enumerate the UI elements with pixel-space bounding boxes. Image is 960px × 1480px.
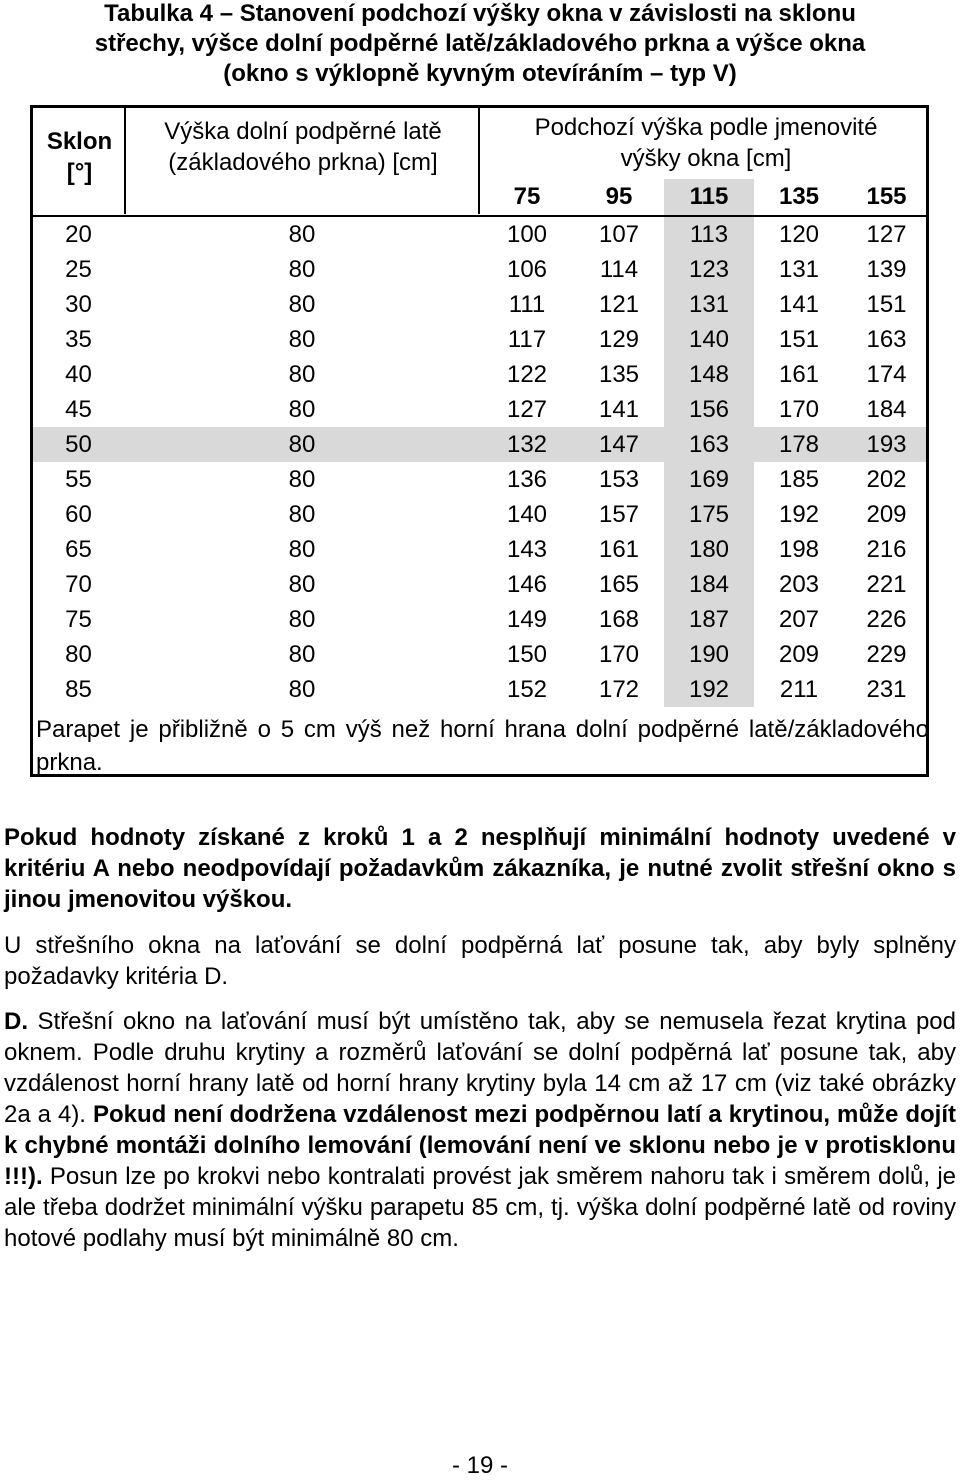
table-cell: 202 — [866, 466, 907, 493]
table-cell: 80 — [65, 641, 92, 668]
header-height-115: 115 — [664, 179, 754, 215]
table-cell: 135 — [598, 361, 640, 388]
table-cell: 178 — [778, 431, 820, 458]
table-cell: 80 — [288, 326, 316, 353]
table-cell: 172 — [598, 676, 640, 703]
table-cell: 40 — [65, 361, 92, 388]
table-cell: 120 — [778, 221, 820, 248]
table-cell: 131 — [664, 287, 754, 322]
table-cell: 190 — [664, 637, 754, 672]
table-cell: 111 — [508, 291, 546, 318]
window-height-table — [30, 105, 929, 777]
header-batten-height: Výška dolní podpěrné latě (základového prkna) [cm] — [164, 118, 442, 176]
table-cell: 226 — [866, 606, 907, 633]
table-cell: 80 — [288, 536, 316, 563]
table-cell: 163 — [688, 431, 730, 458]
table-row — [33, 252, 926, 287]
table-cell: 140 — [664, 322, 754, 357]
table-cell: 165 — [598, 571, 640, 598]
table-cell: 80 — [288, 466, 316, 493]
table-cell: 131 — [778, 256, 820, 283]
table-cell: 60 — [65, 501, 92, 528]
table-cell: 114 — [599, 256, 639, 283]
table-cell: 132 — [506, 431, 548, 458]
table-cell: 45 — [65, 396, 92, 423]
table-cell: 141 — [598, 396, 640, 423]
table-cell: 80 — [288, 501, 316, 528]
table-cell: 198 — [778, 536, 820, 563]
table-cell: 180 — [664, 532, 754, 567]
table-cell: 170 — [598, 641, 640, 668]
table-cell: 153 — [598, 466, 640, 493]
table-row — [33, 672, 926, 707]
paragraph-window-choice: Pokud hodnoty získané z kroků 1 a 2 nesplňují minimální hodnoty uvedené v kritériu A nebo neodpovídají požadavkům zákazníka, je nutné zvolit střešní okno s jinou jmenovitou výškou. — [4, 824, 956, 913]
table-row — [33, 427, 926, 462]
table-cell: 147 — [598, 431, 640, 458]
criterion-label: D. — [4, 1008, 28, 1035]
table-cell: 127 — [866, 221, 907, 248]
table-title — [0, 0, 960, 89]
header-group: Podchozí výška podle jmenovité výšky okna [cm] — [534, 114, 878, 172]
table-cell: 80 — [288, 361, 316, 388]
table-cell: 229 — [866, 641, 907, 668]
table-row — [33, 217, 926, 252]
table-cell: 174 — [866, 361, 907, 388]
table-cell: 80 — [288, 256, 316, 283]
header-divider — [478, 108, 480, 214]
table-cell: 156 — [664, 392, 754, 427]
table-cell: 25 — [65, 256, 92, 283]
table-cell: 157 — [598, 501, 640, 528]
table-cell: 35 — [65, 326, 92, 353]
table-row — [33, 392, 926, 427]
table-cell: 209 — [866, 501, 907, 528]
table-cell: 193 — [866, 431, 907, 458]
table-cell: 203 — [778, 571, 820, 598]
title-line-2: střechy, výšce dolní podpěrné latě/základového prkna a výšce okna — [94, 30, 866, 57]
table-cell: 163 — [866, 326, 907, 353]
table-cell: 168 — [598, 606, 640, 633]
header-slope: Sklon [°] — [46, 128, 113, 186]
table-cell: 146 — [506, 571, 548, 598]
table-cell: 151 — [866, 291, 907, 318]
table-cell: 100 — [506, 221, 548, 248]
table-cell: 80 — [288, 221, 316, 248]
header-divider — [124, 108, 126, 214]
table-cell: 169 — [664, 462, 754, 497]
table-row — [33, 357, 926, 392]
table-cell: 30 — [65, 291, 92, 318]
table-cell: 175 — [664, 497, 754, 532]
table-cell: 80 — [288, 396, 316, 423]
page-number: - 19 - — [451, 1452, 508, 1479]
header-height-75: 75 — [513, 183, 541, 210]
table-cell: 170 — [778, 396, 820, 423]
table-cell: 50 — [65, 431, 92, 458]
table-cell: 231 — [866, 676, 907, 703]
table-cell: 80 — [288, 676, 316, 703]
table-cell: 192 — [778, 501, 820, 528]
table-cell: 139 — [866, 256, 907, 283]
criterion-warning: Pokud není dodržena vzdálenost mezi podpěrnou latí a krytinou, může dojít k chybné montáži dolního lemování (lemování není ve sklonu nebo je v protisklonu !!!). — [4, 1101, 956, 1190]
table-cell: 187 — [664, 602, 754, 637]
table-cell: 141 — [778, 291, 820, 318]
table-row — [33, 497, 926, 532]
table-cell: 85 — [65, 676, 92, 703]
table-cell: 80 — [288, 291, 316, 318]
table-cell: 80 — [288, 641, 316, 668]
table-cell: 184 — [664, 567, 754, 602]
paragraph-batten-shift: U střešního okna na laťování se dolní podpěrná lať posune tak, aby byly splněny požadavky kritéria D. — [4, 932, 956, 990]
table-cell: 20 — [65, 221, 92, 248]
table-row — [33, 567, 926, 602]
table-cell: 150 — [506, 641, 548, 668]
table-note: Parapet je přibližně o 5 cm výš než horní hrana dolní podpěrné latě/základového prkna. — [36, 716, 929, 776]
criterion-text-1: Střešní okno na laťování musí být umístěno tak, aby se nemusela řezat krytina pod oknem. Podle druhu krytiny a rozměrů laťování se dolní podpěrná lať posune tak, aby vzdálenost horní hrany latě od horní hrany krytiny byla 14 cm až 17 cm (viz také obrázky 2a a 4). — [4, 1008, 956, 1128]
table-cell: 136 — [506, 466, 548, 493]
table-cell: 106 — [506, 256, 548, 283]
header-height-95: 95 — [605, 183, 633, 210]
table-cell: 148 — [664, 357, 754, 392]
table-row — [33, 602, 926, 637]
table-cell: 143 — [506, 536, 548, 563]
criterion-text-2: Posun lze po krokvi nebo kontralati provést jak směrem nahoru tak i směrem dolů, je ale třeba dodržet minimální výšku parapetu 85 cm, tj. výška dolní podpěrné latě od roviny hotové podlahy musí být minimálně 80 cm. — [4, 1163, 956, 1252]
table-cell: 221 — [866, 571, 907, 598]
paragraph-criterion-d — [4, 1006, 956, 1254]
table-cell: 80 — [288, 606, 316, 633]
table-cell: 107 — [598, 221, 640, 248]
table-cell: 129 — [598, 326, 640, 353]
table-row — [33, 637, 926, 672]
table-cell: 184 — [866, 396, 907, 423]
title-line-3: (okno s výklopně kyvným otevíráním – typ V) — [223, 60, 737, 87]
table-cell: 122 — [506, 361, 548, 388]
table-cell: 216 — [866, 536, 907, 563]
table-cell: 55 — [65, 466, 92, 493]
table-cell: 152 — [506, 676, 548, 703]
table-cell: 151 — [778, 326, 820, 353]
table-row — [33, 532, 926, 567]
table-cell: 161 — [598, 536, 640, 563]
table-cell: 70 — [65, 571, 92, 598]
table-row — [33, 462, 926, 497]
table-cell: 123 — [664, 252, 754, 287]
table-cell: 209 — [778, 641, 820, 668]
table-cell: 207 — [778, 606, 820, 633]
table-cell: 140 — [506, 501, 548, 528]
table-cell: 149 — [506, 606, 548, 633]
header-height-155: 155 — [866, 183, 907, 210]
table-cell: 121 — [598, 291, 640, 318]
header-height-135: 135 — [778, 183, 820, 210]
table-cell: 192 — [664, 672, 754, 707]
table-cell: 80 — [288, 431, 316, 458]
table-cell: 117 — [507, 326, 547, 353]
table-cell: 185 — [778, 466, 820, 493]
table-cell: 127 — [506, 396, 548, 423]
table-cell: 211 — [779, 676, 819, 703]
table-cell: 80 — [288, 571, 316, 598]
table-cell: 161 — [778, 361, 820, 388]
table-row — [33, 322, 926, 357]
table-row — [33, 287, 926, 322]
table-cell: 65 — [65, 536, 92, 563]
title-line-1: Tabulka 4 – Stanovení podchozí výšky okna v závislosti na sklonu — [104, 0, 856, 27]
table-cell: 113 — [664, 217, 754, 252]
table-cell: 75 — [65, 606, 92, 633]
